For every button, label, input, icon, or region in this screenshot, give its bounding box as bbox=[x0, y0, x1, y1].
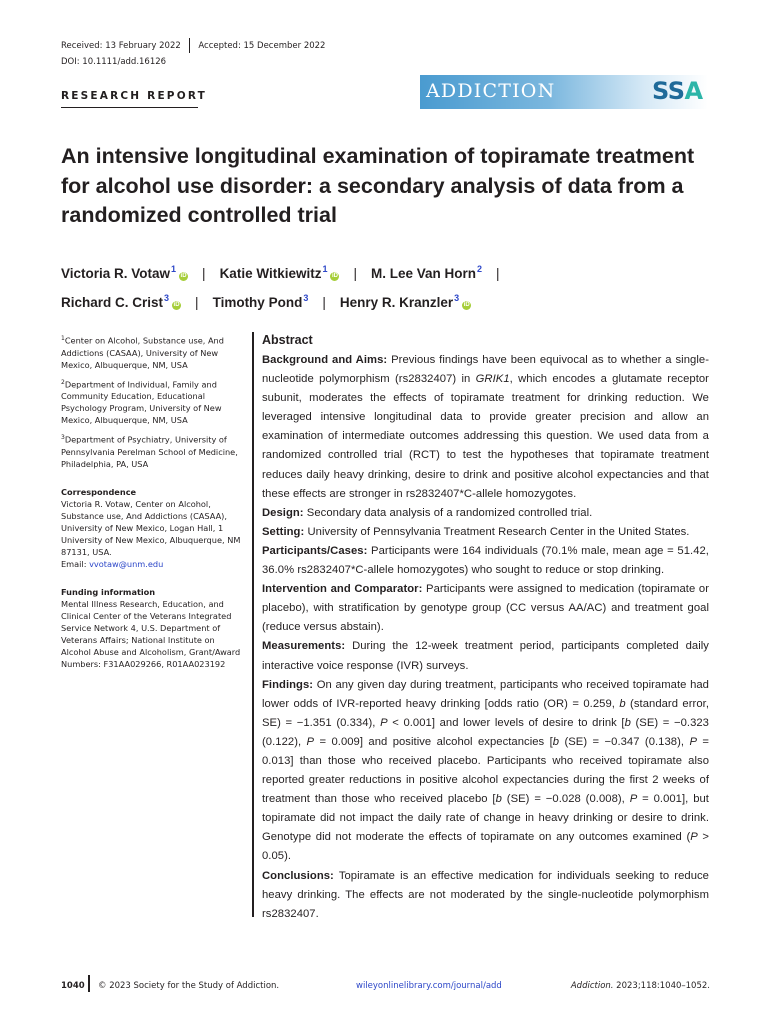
affiliation: $^2$Department of Individual, Family and Community Education, Educational Psychology Program, University of New Mexico, Albuquerque, NM, USA bbox=[61, 378, 222, 426]
abstract-heading: Abstract bbox=[262, 333, 313, 347]
journal-name: ADDICTION bbox=[426, 80, 556, 102]
abstract-design: Design: Secondary data analysis of a randomized controlled trial. bbox=[262, 506, 593, 519]
copyright: © 2023 Society for the Study of Addiction. bbox=[98, 981, 280, 991]
author-name[interactable]: M. Lee Van Horn bbox=[371, 266, 477, 281]
abstract bbox=[262, 330, 709, 924]
orcid-icon[interactable]: iD bbox=[463, 302, 470, 308]
accepted-date: Accepted: 15 December 2022 bbox=[198, 40, 326, 51]
footer-divider bbox=[88, 975, 90, 992]
funding-heading: Funding information bbox=[61, 587, 156, 598]
ssa-logo: SSA bbox=[652, 77, 703, 105]
author-name[interactable]: Katie Witkiewitz bbox=[219, 266, 322, 281]
author-list: Victoria R. Votaw$^1$iD | Katie Witkiewitz$^1$iD | M. Lee Van Horn$^2$ | Richard C. Crist$^3$iD | Timothy Pond$^3$ | Henry R. Kranzler$^3$iD bbox=[61, 264, 500, 310]
author-name[interactable]: Victoria R. Votaw bbox=[61, 266, 171, 281]
doi[interactable]: DOI: 10.1111/add.16126 bbox=[61, 57, 167, 67]
funding-text: Mental Illness Research, Education, and Clinical Center of the Veterans Integrated Service Network 4, U.S. Department of Veterans Affairs; National Institute on Alcohol Abuse and Alcoholism, Grant/Award Numbers: F31AA029266, R01AA023192 bbox=[61, 599, 241, 670]
affiliation-ref[interactable]: 2 bbox=[477, 264, 483, 274]
correspondence-text: Victoria R. Votaw, Center on Alcohol, Substance use, And Addictions (CASAA), University of New Mexico, Logan Hall, 1 University of New Mexico, Albuquerque, NM 87131, USA. Email: vvotaw@unm.edu bbox=[61, 499, 241, 570]
abstract-background: Background and Aims: Previous findings have been equivocal as to whether a single-nucleotide polymorphism (rs2832407) in GRIK1, which encodes a glutamate receptor subunit, moderates the effects of topiramate treatment for drinking reduction. We leveraged intensive longitudinal data to provide greater precision and allow an examination of intermediate outcomes addressing this question. We used data from a randomized controlled trial (RCT) to test the hypotheses that topiramate treatment reduces daily heavy drinking, desire to drink and positive alcohol expectancies and that these effects are stronger in rs2832407*C-allele homozygotes. bbox=[262, 354, 709, 500]
abstract-findings: Findings: On any given day during treatment, participants who received topiramate had lower odds of IVR-reported heavy drinking [odds ratio (OR) = 0.259, b (standard error, SE) = −1.351 (0.334), P < 0.001] and lower levels of desire to drink [b (SE) = −0.323 (0.122), P = 0.009] and positive alcohol expectancies [b (SE) = −0.347 (0.138), P = 0.013] than those who received placebo. Participants who received topiramate also reported greater reductions in positive alcohol expectancies during the first 2 weeks of treatment than those who received placebo [b (SE) = −0.028 (0.008), P = 0.001], but topiramate did not impact the daily rate of change in heavy drinking or desire to drink. Genotype did not moderate the effects of topiramate on any outcomes examined (P > 0.05). bbox=[262, 678, 710, 863]
abstract-conclusions: Conclusions: Topiramate is an effective medication for individuals seeking to reduce heavy drinking. The effects are not moderated by the single-nucleotide polymorphism rs2832407. bbox=[262, 869, 709, 920]
orcid-icon[interactable]: iD bbox=[180, 273, 187, 279]
affiliation-ref[interactable]: 3 bbox=[303, 293, 309, 303]
abstract-participants: Participants/Cases: Participants were 164 individuals (70.1% male, mean age = 51.42, 36.0% rs2832407*C-allele homozygotes) who sought to reduce or stop drinking. bbox=[262, 544, 709, 577]
article-type-rule bbox=[61, 107, 198, 108]
abstract-measurements: Measurements: During the 12-week treatment period, participants completed daily interactive voice response (IVR) surveys. bbox=[262, 640, 709, 672]
author-name[interactable]: Henry R. Kranzler bbox=[339, 295, 454, 310]
affiliation-ref[interactable]: 1 bbox=[322, 264, 328, 274]
journal-url[interactable]: wileyonlinelibrary.com/journal/add bbox=[356, 981, 502, 991]
citation: Addiction. 2023;118:1040–1052. bbox=[570, 981, 710, 991]
sidebar-info bbox=[61, 333, 241, 670]
received-date: Received: 13 February 2022 bbox=[61, 40, 181, 51]
article-dates bbox=[61, 38, 325, 53]
affiliation-ref[interactable]: 1 bbox=[171, 264, 177, 274]
affiliation: $^3$Department of Psychiatry, University of Pennsylvania Perelman School of Medicine, Philadelphia, PA, USA bbox=[61, 434, 238, 470]
article-title: An intensive longitudinal examination of topiramate treatment for alcohol use disorder: a secondary analysis of data from a randomized controlled trial bbox=[61, 144, 695, 227]
article-type: RESEARCH REPORT bbox=[61, 90, 208, 102]
affiliation-ref[interactable]: 3 bbox=[454, 293, 460, 303]
orcid-icon[interactable]: iD bbox=[331, 273, 338, 279]
affiliation: $^1$Center on Alcohol, Substance use, And Addictions (CASAA), University of New Mexico, Albuquerque, NM, USA bbox=[61, 335, 224, 370]
abstract-intervention: Intervention and Comparator: Participants were assigned to medication (topiramate or placebo), with stratification by genotype group (CC versus AA/AC) and treatment goal (reduce versus abstain). bbox=[262, 583, 709, 634]
page-number: 1040 bbox=[61, 981, 85, 991]
abstract-rule bbox=[252, 332, 254, 917]
affiliation-ref[interactable]: 3 bbox=[164, 293, 170, 303]
email-link[interactable]: vvotaw@unm.edu bbox=[89, 559, 164, 570]
correspondence-heading: Correspondence bbox=[61, 487, 137, 498]
author-name[interactable]: Richard C. Crist bbox=[61, 295, 164, 310]
author-name[interactable]: Timothy Pond bbox=[212, 295, 303, 310]
abstract-setting: Setting: University of Pennsylvania Treatment Research Center in the United States. bbox=[262, 525, 690, 538]
date-divider bbox=[189, 38, 191, 53]
orcid-icon[interactable]: iD bbox=[173, 302, 180, 308]
